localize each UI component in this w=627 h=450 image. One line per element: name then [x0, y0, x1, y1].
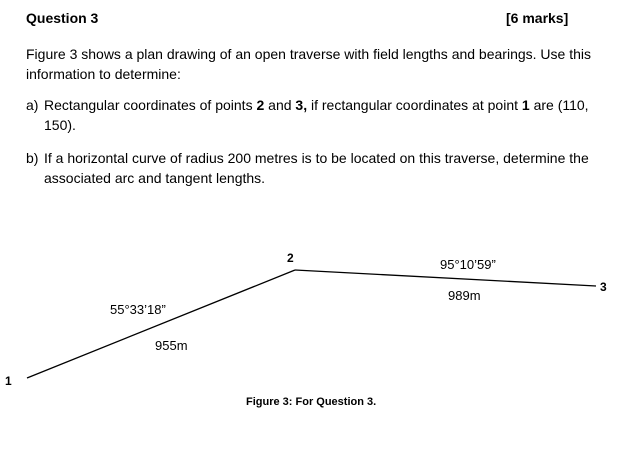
part-a-text-4: are (110, 150). [44, 97, 589, 133]
leg-1-length: 955m [155, 338, 188, 353]
point-2-label: 2 [287, 251, 294, 265]
part-a-point-1: 1 [521, 97, 530, 113]
question-marks: [6 marks] [506, 10, 569, 26]
part-a [26, 95, 596, 135]
point-1-label: 1 [5, 374, 12, 388]
traverse-leg-1-2 [27, 270, 295, 378]
traverse-figure [0, 240, 627, 450]
question-intro: Figure 3 shows a plan drawing of an open traverse with field lengths and bearings. Use this information to determine: [26, 46, 591, 82]
question-title: Question 3 [26, 10, 99, 26]
leg-2-bearing: 95°10’59” [440, 257, 496, 272]
point-3-label: 3 [600, 280, 607, 294]
part-a-text-1: Rectangular coordinates of points [44, 97, 257, 113]
traverse-leg-2-3 [295, 270, 596, 286]
part-b [26, 148, 606, 188]
part-b-text: If a horizontal curve of radius 200 metres is to be located on this traverse, determine the associated arc and tangent lengths. [44, 150, 589, 186]
part-b-marker: b) [26, 150, 39, 166]
part-a-text-2: and [264, 97, 296, 113]
part-a-marker: a) [26, 97, 39, 113]
part-a-text-3: if rectangular coordinates at point [307, 97, 522, 113]
part-a-text [26, 95, 596, 135]
figure-caption: Figure 3: For Question 3. [246, 396, 377, 408]
leg-2-length: 989m [448, 288, 481, 303]
part-a-point-2: 2 [256, 97, 265, 113]
part-a-point-3: 3, [295, 97, 308, 113]
leg-1-bearing: 55°33’18” [110, 302, 166, 317]
